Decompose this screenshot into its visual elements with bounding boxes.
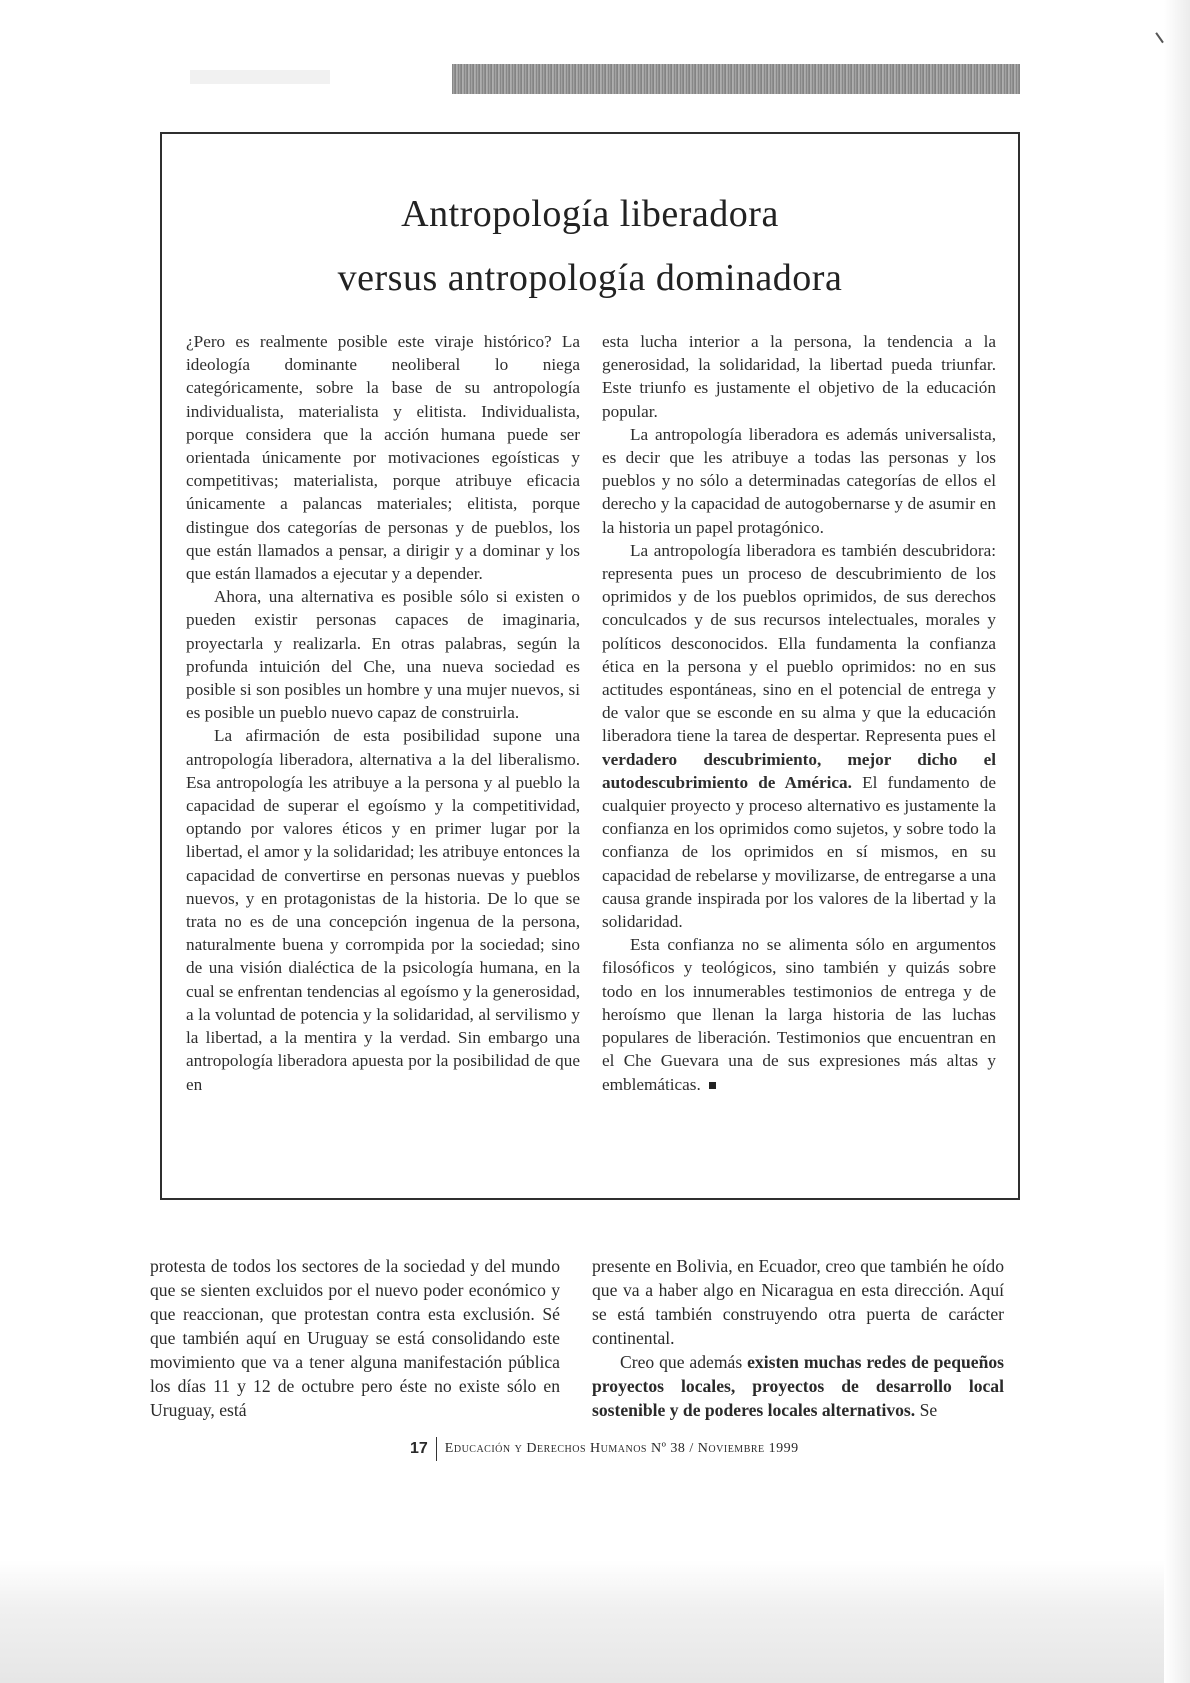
continuation-right-column <box>592 1254 1004 1422</box>
paragraph: esta lucha interior a la persona, la tendencia a la generosidad, la solidaridad, la libertad pueda triunfar. Este triunfo es justamente el objetivo de la educación popular. <box>602 332 996 421</box>
paragraph <box>592 1350 1004 1422</box>
paragraph-text: El fundamento de cualquier proyecto y proceso alternativo es justamente la confianza en los oprimidos como sujetos, y sobre todo la confianza de los oprimidos en sí mismos, en su capacidad de rebelarse y movilizarse, de entregarse a una causa grande inspirada por los valores de la libertad y la solidaridad. <box>602 772 996 932</box>
header-decorative-bar <box>452 64 1020 94</box>
article-left-column <box>186 330 580 1096</box>
article-title-line-1: Antropología liberadora <box>401 193 779 235</box>
page-footer <box>410 1436 799 1462</box>
paragraph: Ahora, una alternativa es posible sólo si existen o pueden existir personas capaces de imaginaria, proyectarla y realizarla. En otras palabras, según la profunda intuición del Che, una nueva sociedad es posible si son posibles un hombre y una mujer nuevos, si es posible un pueblo nuevo capaz de construirla. <box>186 587 580 723</box>
emphasized-phrase: verdadero descubrimiento, mejor dicho el autodescubrimiento de América. <box>602 749 996 792</box>
header-faint-mark <box>190 70 330 84</box>
paragraph: protesta de todos los sectores de la sociedad y del mundo que se sienten excluidos por el nuevo poder económico y que reaccionan, que protestan contra esta exclusión. Sé que también aquí en Uruguay se está consolidando este movimiento que va a tener alguna manifestación pública los días 11 y 12 de octubre pero éste no existe sólo en Uruguay, está <box>150 1256 560 1420</box>
boxed-article <box>160 132 1020 1200</box>
continuation-left-column <box>150 1254 560 1422</box>
paragraph-text: Creo que además <box>620 1352 743 1372</box>
paragraph <box>602 933 996 1095</box>
paragraph: La antropología liberadora es además universalista, es decir que les atribuye a todas las personas y los pueblos y no sólo a determinadas categorías de ellos el derecho y la capacidad de autogobernarse y de asumir en la historia un papel protagónico. <box>602 424 996 537</box>
scan-edge <box>1164 0 1190 1683</box>
article-title-line-2: versus antropología dominadora <box>337 257 843 299</box>
paragraph: ¿Pero es realmente posible este viraje histórico? La ideología dominante neoliberal lo niega categóricamente, sobre la base de su antropología individualista, materialista y elitista. Individualista, porque considera que la acción humana puede ser orientada únicamente por motivaciones egoísticas y competitivas; materialista, porque atribuye eficacia únicamente a palancas materiales; elitista, porque distingue dos categorías de personas y de pueblos, los que están llamados a pensar, a dirigir y a dominar y los que están llamados a ejecutar y a depender. <box>186 332 580 584</box>
article-right-column <box>602 330 996 1096</box>
paragraph: La afirmación de esta posibilidad supone una antropología liberadora, alternativa a la del liberalismo. Esa antropología les atribuye a la persona y al pueblo la capacidad de superar el egoísmo y la competitividad, optando por valores éticos y en primer lugar por la libertad, el amor y la solidaridad; les atribuye entonces la capacidad de convertirse en personas nuevas y pueblos nuevos, y en protagonistas de la historia. De lo que se trata no es de una concepción ingenua de la persona, naturalmente buena y corrompida por la sociedad; sino de una visión dialéctica de la psicología humana, en la cual se enfrentan tendencias al egoísmo y la generosidad, a la voluntad de potencia y la solidaridad, al servilismo y la libertad, a la mentira y la verdad. Sin embargo una antropología liberadora apuesta por la posibilidad de que en <box>186 726 580 1094</box>
paragraph <box>602 539 996 933</box>
paragraph: presente en Bolivia, en Ecuador, creo que también he oído que va a haber algo en Nicaragua en esta dirección. Aquí se está también construyendo otra puerta de carácter continental. <box>592 1256 1004 1348</box>
paragraph-text: Se <box>919 1400 938 1420</box>
page-number: 17 <box>410 1440 428 1457</box>
journal-citation: Educación y Derechos Humanos Nº 38 / Noviembre 1999 <box>444 1441 799 1456</box>
scan-shadow <box>0 1560 1190 1683</box>
end-of-article-square-icon <box>709 1082 716 1089</box>
emphasized-phrase: existen muchas redes de pequeños proyectos locales, proyectos de desarrollo local sostenible y de poderes locales alternativos. <box>592 1352 1004 1420</box>
footer-divider <box>436 1437 437 1461</box>
paragraph-text: La antropología liberadora es también descubridora: representa pues un proceso de descubrimiento de los oprimidos y de los pueblos oprimidos, de sus derechos conculcados y de sus recursos intelectuales, morales y políticos desconocidos. Ella fundamenta la confianza ética en la persona y el pueblo oprimidos: no en sus actitudes espontáneas, sino en el potencial de entrega y de valor que se esconde en su alma y que la educación liberadora tiene la tarea de despertar. Representa pues el <box>602 540 996 746</box>
article-title <box>162 182 1018 310</box>
paragraph-text: Esta confianza no se alimenta sólo en argumentos filosóficos y teológicos, sino también y quizás sobre todo en los innumerables testimonios de entrega y de heroísmo que llenan la larga historia de las luchas populares de liberación. Testimonios que encuentran en el Che Guevara una de sus expresiones más altas y emblemáticas. <box>602 935 996 1094</box>
